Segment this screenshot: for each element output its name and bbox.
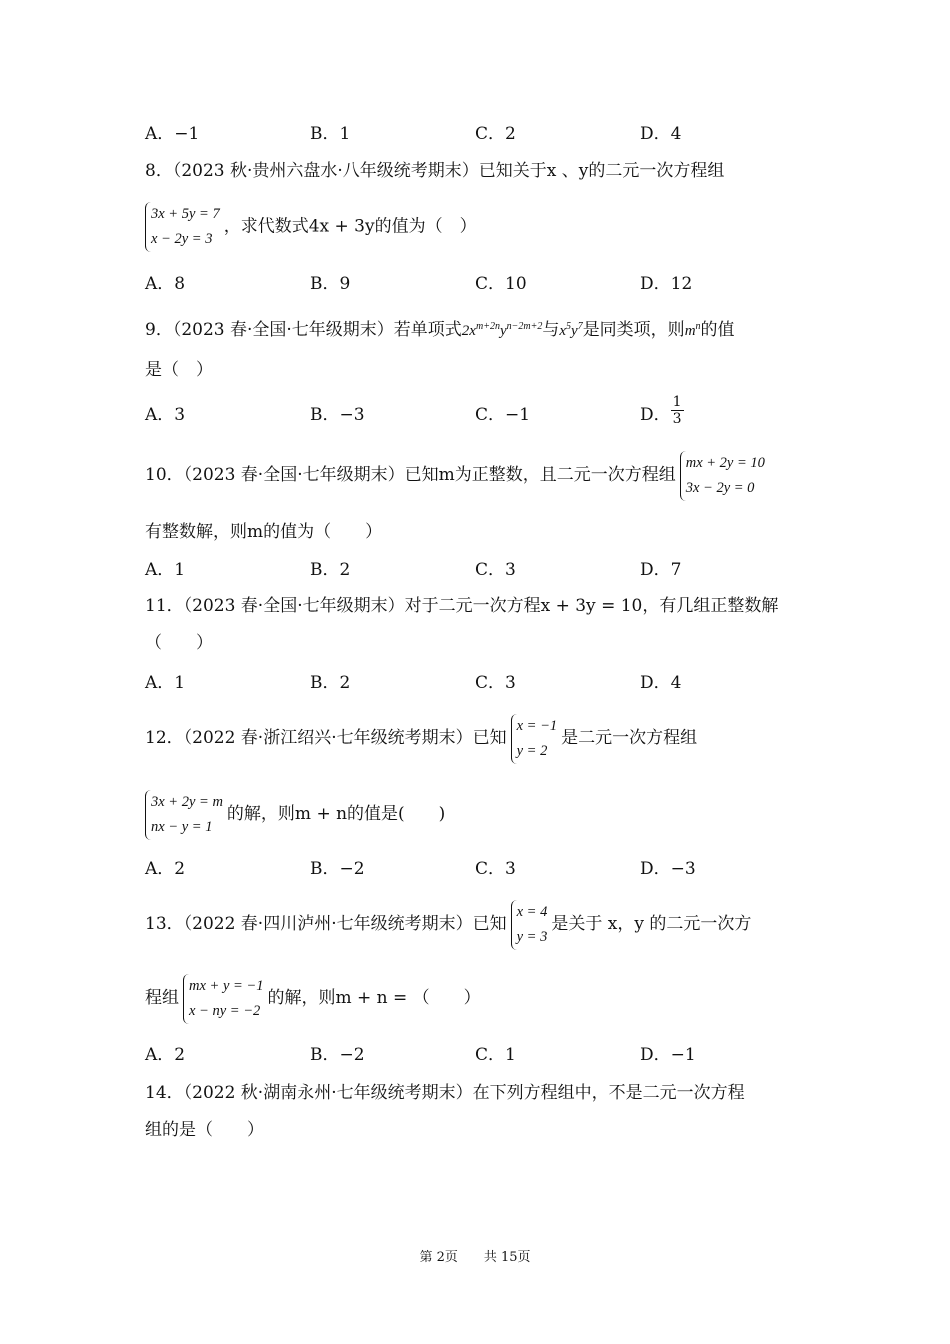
q13-equation-system xyxy=(183,974,263,1024)
q8-option-b: B．9 xyxy=(310,274,351,294)
q8-stem-tail: ，求代数式4x + 3y的值为（ ） xyxy=(223,216,477,237)
q9-fraction: $\frac{1}{3}$ xyxy=(672,394,682,427)
q14-stem-line2: 组的是（ ） xyxy=(145,1120,264,1140)
q9-option-a: A．3 xyxy=(145,405,186,425)
q7-option-a: A．−1 xyxy=(145,124,200,144)
q9-stem-part4: 的值 xyxy=(700,320,735,340)
q13-stem-line2 xyxy=(145,972,481,1024)
q13-stem-part1: 13．（2022 春·四川泸州·七年级统考期末）已知 xyxy=(145,914,507,934)
q7-option-c: C．2 xyxy=(475,124,516,144)
q9-stem-part2: 与 xyxy=(542,320,560,340)
q13-options xyxy=(145,1044,805,1066)
q11-stem-line1: 11．（2023 春·全国·七年级期末）对于二元一次方程x + 3y = 10，有几组正整数解 xyxy=(145,596,779,616)
q12-option-a: A．2 xyxy=(145,859,186,879)
q9-monomial-1: $2x^{m+2n}y^{n-2m+2}$ xyxy=(461,321,543,339)
q12-option-b: B．−2 xyxy=(310,859,365,879)
q12-option-d: D．−3 xyxy=(640,859,696,879)
q12-stem-part1: 12．（2022 春·浙江绍兴·七年级统考期末）已知 xyxy=(145,728,507,748)
q12-stem-line1 xyxy=(145,712,697,764)
q9-option-c: C．−1 xyxy=(475,405,531,425)
q10-eq1: mx + 2y = 10 xyxy=(685,454,765,471)
q12-equation-system xyxy=(145,790,223,840)
q10-option-d: D．7 xyxy=(640,560,682,580)
q8-stem-line2 xyxy=(145,202,477,252)
q13-eq2: x − ny = −2 xyxy=(189,1002,261,1019)
q9-monomial-2: $x^5y^7$ xyxy=(559,321,583,339)
q8-options xyxy=(145,273,805,295)
q8-stem-line1: 8．（2023 秋·贵州六盘水·八年级统考期末）已知关于x 、y的二元一次方程组 xyxy=(145,161,725,181)
q9-power: $m^n$ xyxy=(684,321,701,339)
q8-option-a: A．8 xyxy=(145,274,186,294)
q12-solution xyxy=(511,714,558,764)
q12-eq1: 3x + 2y = m xyxy=(151,793,223,810)
q8-equation-system xyxy=(145,202,220,252)
q8-eq1: 3x + 5y = 7 xyxy=(151,206,220,222)
q13-option-d: D．−1 xyxy=(640,1045,696,1065)
q12-options xyxy=(145,858,805,880)
q10-option-a: A．1 xyxy=(145,560,186,580)
q12-stem-part2: 是二元一次方程组 xyxy=(561,728,698,748)
q7-options xyxy=(145,123,805,145)
q10-options xyxy=(145,559,805,581)
q10-stem-text: 10．（2023 春·全国·七年级期末）已知m为正整数，且二元一次方程组 xyxy=(145,465,676,485)
q11-stem-line2: （ ） xyxy=(145,633,213,653)
q11-option-a: A．1 xyxy=(145,673,186,693)
page-footer: 第 2页 共 15页 xyxy=(419,1250,531,1265)
q8-eq2: x − 2y = 3 xyxy=(151,231,213,247)
q7-option-d: D．4 xyxy=(640,124,682,144)
q13-solution xyxy=(511,900,548,950)
q12-sol-x: x = −1 xyxy=(516,717,558,734)
q11-option-b: B．2 xyxy=(310,673,351,693)
q13-option-c: C．1 xyxy=(475,1045,516,1065)
q9-option-b: B．−3 xyxy=(310,405,365,425)
q9-stem-line1 xyxy=(145,316,735,342)
q9-stem-part1: 9．（2023 春·全国·七年级期末）若单项式 xyxy=(145,320,462,340)
q8-option-c: C．10 xyxy=(475,274,527,294)
q11-option-d: D．4 xyxy=(640,673,682,693)
q13-stem-part3: 程组 xyxy=(145,988,179,1008)
q10-option-c: C．3 xyxy=(475,560,516,580)
q9-stem-part3: 是同类项，则 xyxy=(582,320,685,340)
q10-eq2: 3x − 2y = 0 xyxy=(685,479,755,496)
q9-option-d: D． $\frac{1}{3}$ xyxy=(640,394,682,427)
q12-stem-tail: 的解，则m + n的值是( ) xyxy=(226,804,446,824)
q13-stem-tail: 的解，则m + n = （ ） xyxy=(267,988,481,1008)
q10-stem-line2: 有整数解，则m的值为（ ） xyxy=(145,522,383,542)
q14-stem-line1: 14．（2022 秋·湖南永州·七年级统考期末）在下列方程组中，不是二元一次方程 xyxy=(145,1083,745,1103)
q9-stem-line2: 是（ ） xyxy=(145,360,213,380)
q10-stem-line1 xyxy=(145,450,769,501)
q13-stem-part2: 是关于 x，y 的二元一次方 xyxy=(551,914,752,934)
q11-options xyxy=(145,672,805,694)
q8-option-d: D．12 xyxy=(640,274,693,294)
q9-options xyxy=(145,394,805,427)
q11-option-c: C．3 xyxy=(475,673,516,693)
q12-eq2: nx − y = 1 xyxy=(151,818,213,835)
q13-option-a: A．2 xyxy=(145,1045,186,1065)
q13-sol-x: x = 4 xyxy=(516,903,548,920)
q13-option-b: B．−2 xyxy=(310,1045,365,1065)
q13-eq1: mx + y = −1 xyxy=(189,977,264,994)
q12-sol-y: y = 2 xyxy=(516,742,548,759)
q7-option-b: B．1 xyxy=(310,124,351,144)
q12-option-c: C．3 xyxy=(475,859,516,879)
q13-stem-line1 xyxy=(145,898,751,950)
q10-equation-system xyxy=(680,451,765,501)
q13-sol-y: y = 3 xyxy=(516,928,548,945)
q10-option-b: B．2 xyxy=(310,560,351,580)
q12-stem-line2 xyxy=(145,788,445,840)
